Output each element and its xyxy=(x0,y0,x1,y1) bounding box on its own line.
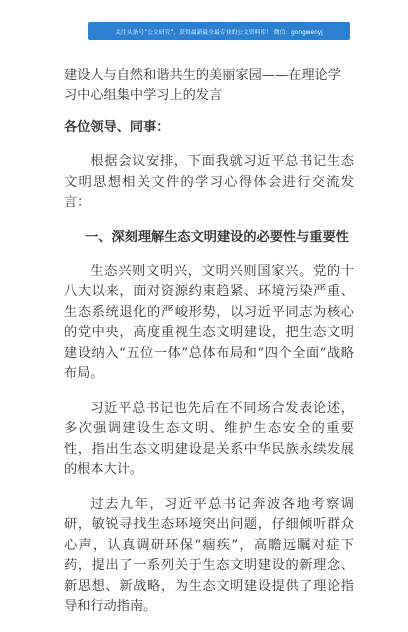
body-paragraph: 习近平总书记也先后在不同场合发表论述，多次强调建设生态文明、维护生态安全的重要性，指出生态文明建设是关系中华民族永续发展的根本大计。 xyxy=(64,400,354,477)
body-paragraph: 生态兴则文明兴，文明兴则国家兴。党的十八大以来，面对资源约束趋紧、环境污染严重、生态系统退化的严峻形势，以习近平同志为核心的党中央，高度重视生态文明建设，把生态文明建设纳入“五位一体”总体布局和“四个全面”战略布局。 xyxy=(64,263,354,381)
section-heading-1: 一、深刻理解生态文明建设的必要性与重要性 xyxy=(85,229,349,245)
intro-paragraph: 根据会议安排，下面我就习近平总书记生态文明思想相关文件的学习心得体会进行交流发言： xyxy=(64,154,354,210)
promo-banner[interactable] xyxy=(88,22,350,40)
document-greeting: 各位领导、同事： xyxy=(64,120,170,135)
document-title: 建设人与自然和谐共生的美丽家园——在理论学习中心组集中学习上的发言 xyxy=(64,68,341,103)
promo-banner-text: 关注头条号“公文研究”，获得最新最全最专业的公文资料库！ 微信：gongwenyj xyxy=(115,29,323,36)
document-page xyxy=(64,66,354,632)
body-paragraph: 过去九年，习近平总书记奔波各地考察调研，敏锐寻找生态环境突出问题，仔细倾听群众心声，认真调研环保“痼疾”，高瞻远瞩对症下药，提出了一系列关于生态文明建设的新理念、新思想、新战略，为生态文明建设提供了理论指导和行动指南。 xyxy=(64,496,354,614)
